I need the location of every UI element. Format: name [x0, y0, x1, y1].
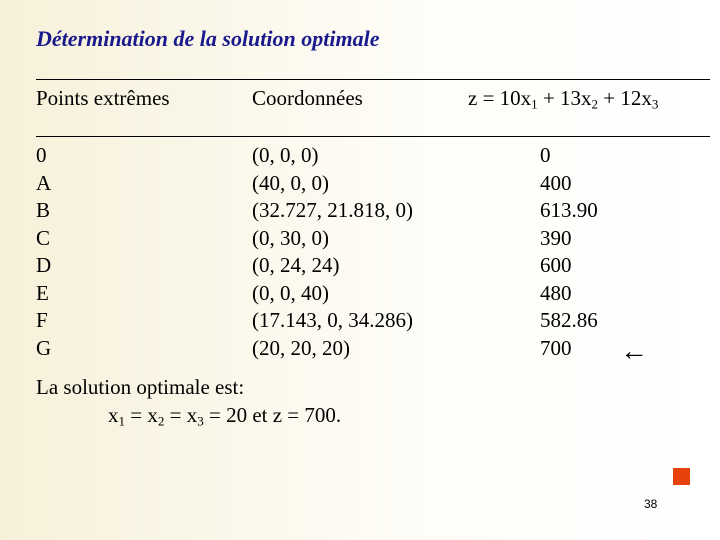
row-point: B: [36, 198, 51, 222]
row-z-value: 613.90: [540, 198, 598, 222]
table-row: [36, 281, 696, 309]
row-point: 0: [36, 143, 47, 167]
row-coordinates: (40, 0, 0): [252, 170, 329, 195]
row-point: F: [36, 308, 48, 332]
header-coordinates: Coordonnées: [252, 86, 363, 110]
row-point: G: [36, 335, 52, 360]
header-points: Points extrêmes: [36, 86, 170, 110]
page-number: 38: [644, 497, 658, 511]
table-row: [36, 226, 696, 254]
table-row: [36, 335, 696, 367]
row-point: D: [36, 253, 52, 277]
row-point: A: [36, 170, 52, 195]
slide-title: Détermination de la solution optimale: [36, 26, 380, 51]
row-point: C: [36, 225, 51, 250]
header-objective: $z = 10x_1 + 13x_2 + 12x_3$: [468, 86, 659, 112]
row-z-value: 400: [540, 170, 572, 195]
row-coordinates: (17.143, 0, 34.286): [252, 308, 413, 332]
slide-marker-square: [673, 468, 690, 485]
row-z-value: 582.86: [540, 308, 598, 332]
conclusion-result: $x_1 = x_2 = x_3 = 20$ et z = 700.: [108, 403, 342, 429]
row-z-value: 480: [540, 280, 572, 305]
table-row: [36, 198, 696, 226]
table-row: [36, 253, 696, 281]
row-coordinates: (0, 0, 0): [252, 143, 319, 167]
row-point: E: [36, 280, 49, 305]
row-z-value: 700: [540, 335, 572, 360]
conclusion-label: La solution optimale est:: [36, 375, 245, 399]
table-body: [36, 143, 696, 363]
row-coordinates: (0, 0, 40): [252, 280, 329, 305]
row-coordinates: (0, 24, 24): [252, 253, 340, 277]
row-coordinates: (20, 20, 20): [252, 335, 350, 360]
row-coordinates: (32.727, 21.818, 0): [252, 198, 413, 222]
optimal-arrow-icon: ←: [620, 336, 648, 367]
row-z-value: 600: [540, 253, 572, 277]
row-z-value: 0: [540, 143, 551, 167]
table-top-rule: [36, 79, 710, 80]
table-header-rule: [36, 136, 710, 137]
row-z-value: 390: [540, 225, 572, 250]
table-row: [36, 171, 696, 199]
table-row: [36, 308, 696, 336]
row-coordinates: (0, 30, 0): [252, 225, 329, 250]
table-row: [36, 143, 696, 171]
